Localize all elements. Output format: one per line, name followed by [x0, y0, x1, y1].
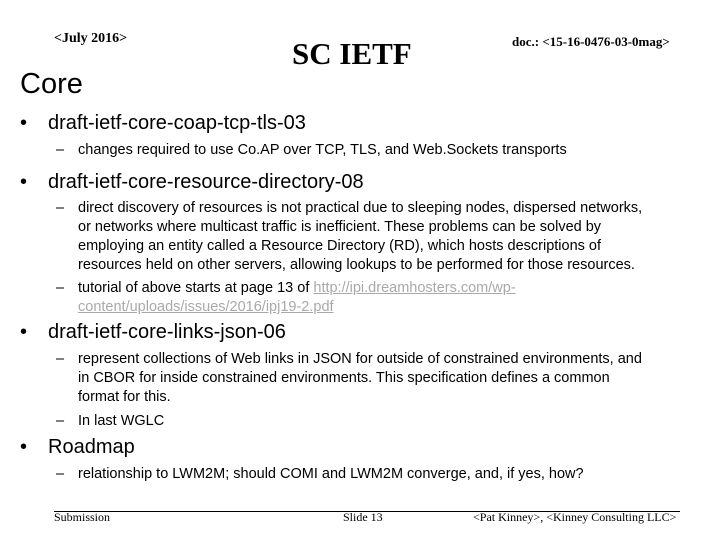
dash-icon: –: [56, 351, 65, 367]
bullet-text: draft-ietf-core-coap-tcp-tls-03: [48, 112, 306, 134]
bullet-item: [20, 436, 135, 459]
sub-bullet-line: format for this.: [78, 389, 171, 405]
sub-bullet-line: or networks where multicast traffic is inefficient. These problems can be solved by: [78, 219, 602, 235]
sub-bullet-line: tutorial of above starts at page 13 of: [78, 280, 314, 296]
sub-bullet-line: relationship to LWM2M; should COMI and LWM2M converge, and, if yes, how?: [78, 466, 584, 482]
dash-icon: –: [56, 280, 65, 296]
tutorial-link[interactable]: http://ipi.dreamhosters.com/wp-: [313, 280, 516, 296]
bullet-item: [20, 112, 306, 135]
bullet-item: [20, 321, 286, 344]
sub-bullet-line: employing an entity called a Resource Directory (RD), which hosts descriptions of: [78, 238, 602, 254]
sub-bullet: [56, 412, 164, 431]
header-doc-id: doc.: <15-16-0476-03-0mag>: [512, 34, 670, 49]
sub-bullet-line: resources held on other servers, allowing lookups to be performed for those resources.: [78, 257, 635, 273]
sub-bullet-line: in CBOR for inside constrained environments. This specification defines a common: [78, 370, 610, 386]
footer-slide-number: Slide 13: [343, 510, 383, 524]
sub-bullet-line: In last WGLC: [78, 413, 165, 429]
sub-bullet-line: direct discovery of resources is not practical due to sleeping nodes, dispersed networks,: [78, 200, 643, 216]
bullet-icon: •: [20, 171, 28, 193]
sub-bullet-line: represent collections of Web links in JSON for outside of constrained environments, and: [78, 351, 642, 367]
footer-author: <Pat Kinney>, <Kinney Consulting LLC>: [473, 510, 677, 524]
sub-bullet: [56, 350, 642, 407]
footer-submission: Submission: [54, 510, 111, 524]
sub-bullet: [56, 199, 642, 275]
bullet-text: draft-ietf-core-links-json-06: [48, 321, 286, 343]
sub-bullet: [56, 279, 516, 317]
dash-icon: –: [56, 200, 65, 216]
bullet-text: Roadmap: [48, 436, 135, 458]
bullet-icon: •: [20, 436, 28, 458]
bullet-icon: •: [20, 112, 28, 134]
sub-bullet-line: changes required to use Co.AP over TCP, TLS, and Web.Sockets transports: [78, 142, 567, 158]
bullet-icon: •: [20, 321, 28, 343]
bullet-text: draft-ietf-core-resource-directory-08: [48, 171, 364, 193]
slide-title: Core: [20, 68, 83, 100]
dash-icon: –: [56, 413, 65, 429]
tutorial-link[interactable]: content/uploads/issues/2016/ipj19-2.pdf: [78, 299, 334, 315]
dash-icon: –: [56, 466, 65, 482]
sub-bullet: [56, 465, 584, 484]
header-date: <July 2016>: [54, 31, 128, 46]
bullet-item: [20, 171, 364, 194]
sub-bullet: [56, 141, 567, 160]
dash-icon: –: [56, 142, 65, 158]
header-title: SC IETF: [292, 36, 412, 71]
